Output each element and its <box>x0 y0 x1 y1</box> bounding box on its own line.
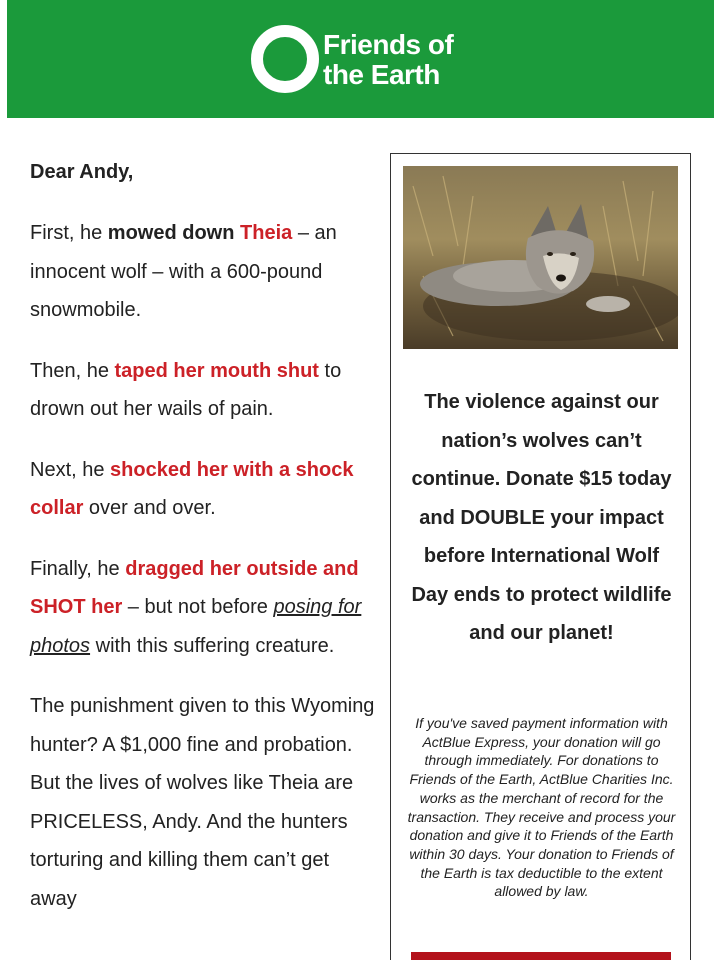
paragraph-5: The punishment given to this Wyoming hunter? A $1,000 fine and probation. But the lives of wolves like Theia are PRICELESS, Andy. And the hunters torturing and killing them can’t get away <box>30 695 375 910</box>
letter-body <box>30 156 375 940</box>
text: Then, he <box>30 359 115 382</box>
friends-of-the-earth-logo[interactable] <box>251 22 491 98</box>
paragraph-3 <box>30 451 375 528</box>
header-banner <box>7 0 714 118</box>
logo-line-1: Friends of <box>323 29 454 60</box>
logo-line-2: the Earth <box>323 59 440 90</box>
actblue-disclaimer: If you've saved payment information with ActBlue Express, your donation will go through immediately. For donations to Friends of the Earth, ActBlue Charities Inc. works as the merchant of record for the transaction. They receive and process your donation and give it to Friends of the Earth within 30 days. Your donation to Friends of the Earth is tax deductible to the extent allowed by law. <box>407 715 676 900</box>
bold-text: mowed down <box>107 222 235 244</box>
text: with this suffering creature. <box>90 634 335 657</box>
text: Finally, he <box>30 557 126 580</box>
highlight-text: taped her mouth shut <box>114 359 319 382</box>
donation-headline: The violence against our nation’s wolves can’t continue. Donate $15 today and DOUBLE your impact before International Wolf Day ends to protect wildlife and our planet! <box>411 391 672 644</box>
text: to drown out her wails of pain. <box>30 359 342 420</box>
text: First, he <box>30 222 108 244</box>
wolf-photo[interactable] <box>403 166 678 349</box>
logo-text <box>323 30 453 90</box>
greeting: Dear Andy, <box>30 161 134 183</box>
paragraph-2 <box>30 352 375 429</box>
highlight-text: shocked her with a shock collar <box>30 458 354 519</box>
logo-ring-icon <box>251 25 319 93</box>
photos-link[interactable]: posing for photos <box>30 596 362 657</box>
highlight-text: dragged her outside and SHOT her <box>30 557 359 618</box>
donate-button[interactable] <box>411 952 671 960</box>
text: – but not before <box>122 596 274 618</box>
wolf-illustration <box>403 166 678 349</box>
paragraph-4 <box>30 550 375 666</box>
text: – an innocent wolf – with a 600-pound snowmobile. <box>30 222 337 321</box>
text: Next, he <box>30 458 111 481</box>
paragraph-1 <box>30 214 375 330</box>
text: over and over. <box>83 497 216 519</box>
donation-sidebar <box>390 153 691 960</box>
highlight-text: Theia <box>240 222 293 244</box>
